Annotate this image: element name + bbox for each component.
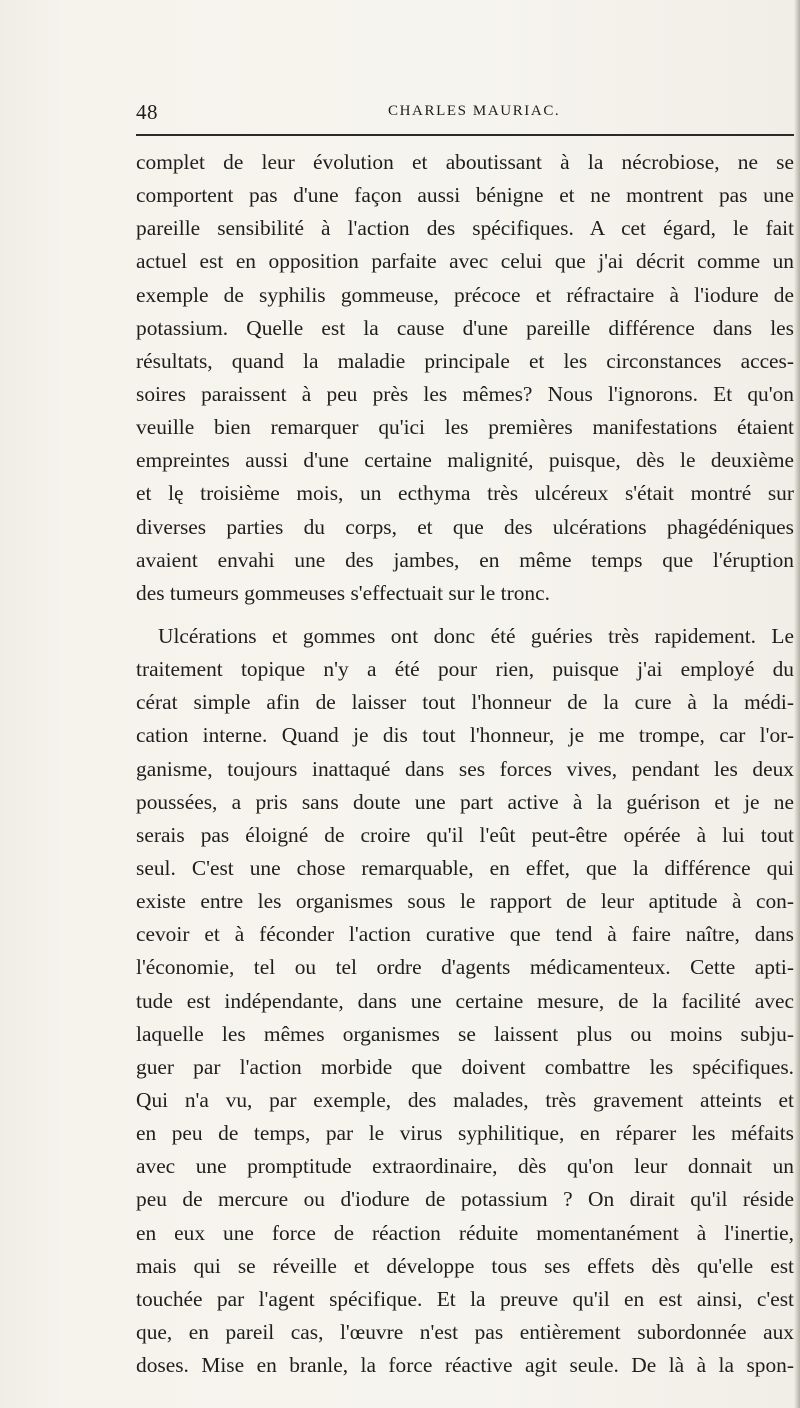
text-line: résultats, quand la maladie principale et les circonstances acces- <box>136 348 794 373</box>
text-line: cevoir et à féconder l'action curative que tend à faire naître, dans <box>136 922 794 947</box>
page-number: 48 <box>136 100 158 124</box>
text-line: comportent pas d'une façon aussi bénigne et ne montrent pas une <box>136 183 794 208</box>
page-edge-shadow <box>794 0 800 1408</box>
text-line: ganisme, toujours inattaqué dans ses forces vives, pendant les deux <box>136 756 794 781</box>
paragraph <box>136 146 794 610</box>
text-line: tude est indépendante, dans une certaine mesure, de la facilité avec <box>136 988 794 1013</box>
text-line: mais qui se réveille et développe tous ses effets dès qu'elle est <box>136 1253 794 1278</box>
page-header <box>136 96 794 126</box>
text-line: en eux une force de réaction réduite momentanément à l'inertie, <box>136 1220 794 1245</box>
text-line: avaient envahi une des jambes, en même temps que l'éruption <box>136 547 794 572</box>
text-line: traitement topique n'y a été pour rien, puisque j'ai employé du <box>136 657 794 682</box>
text-line: l'économie, tel ou tel ordre d'agents médicamenteux. Cette apti- <box>136 955 794 980</box>
text-line: peu de mercure ou d'iodure de potassium ? On dirait qu'il réside <box>136 1187 794 1212</box>
text-line: actuel est en opposition parfaite avec celui que j'ai décrit comme un <box>136 249 794 274</box>
text-line: diverses parties du corps, et que des ulcérations phagédéniques <box>136 514 794 539</box>
text-line: complet de leur évolution et aboutissant à la nécrobiose, ne se <box>136 150 794 174</box>
text-line: exemple de syphilis gommeuse, précoce et réfractaire à l'iodure de <box>136 282 794 307</box>
text-line: cation interne. Quand je dis tout l'honneur, je me trompe, car l'or- <box>136 723 794 748</box>
text-line: poussées, a pris sans doute une part active à la guérison et je ne <box>136 789 794 814</box>
body-text <box>136 146 794 1382</box>
text-line: veuille bien remarquer qu'ici les premières manifestations étaient <box>136 415 794 440</box>
text-line: doses. Mise en branle, la force réactive agit seule. De là à la spon- <box>136 1353 794 1378</box>
running-head: CHARLES MAURIAC. <box>388 103 561 119</box>
text-line: laquelle les mêmes organismes se laissent plus ou moins subju- <box>136 1021 794 1046</box>
text-line: guer par l'action morbide que doivent combattre les spécifiques. <box>136 1054 794 1079</box>
text-line: en peu de temps, par le virus syphilitique, en réparer les méfaits <box>136 1121 794 1146</box>
text-line: soires paraissent à peu près les mêmes? Nous l'ignorons. Et qu'on <box>136 381 794 406</box>
text-line: cérat simple afin de laisser tout l'honneur de la cure à la médi- <box>136 690 794 715</box>
header-rule <box>136 134 794 136</box>
text-line: et lę troisième mois, un ecthyma très ulcéreux s'était montré sur <box>136 481 794 506</box>
text-line: serais pas éloigné de croire qu'il l'eût peut-être opérée à lui tout <box>136 822 794 847</box>
text-line: des tumeurs gommeuses s'effectuait sur le tronc. <box>136 580 550 605</box>
text-line: touchée par l'agent spécifique. Et la preuve qu'il en est ainsi, c'est <box>136 1286 794 1311</box>
text-line: que, en pareil cas, l'œuvre n'est pas entièrement subordonnée aux <box>136 1319 794 1344</box>
text-line: seul. C'est une chose remarquable, en effet, que la différence qui <box>136 855 794 880</box>
paragraph <box>136 620 794 1382</box>
text-line: existe entre les organismes sous le rapport de leur aptitude à con- <box>136 889 794 914</box>
text-line: Ulcérations et gommes ont donc été guéries très rapidement. Le <box>158 623 794 648</box>
text-line: potassium. Quelle est la cause d'une pareille différence dans les <box>136 315 794 340</box>
text-line: Qui n'a vu, par exemple, des malades, très gravement atteints et <box>136 1087 794 1112</box>
text-line: pareille sensibilité à l'action des spécifiques. A cet égard, le fait <box>136 216 794 241</box>
text-line: avec une promptitude extraordinaire, dès qu'on leur donnait un <box>136 1154 794 1179</box>
text-line: empreintes aussi d'une certaine malignité, puisque, dès le deuxième <box>136 448 794 473</box>
